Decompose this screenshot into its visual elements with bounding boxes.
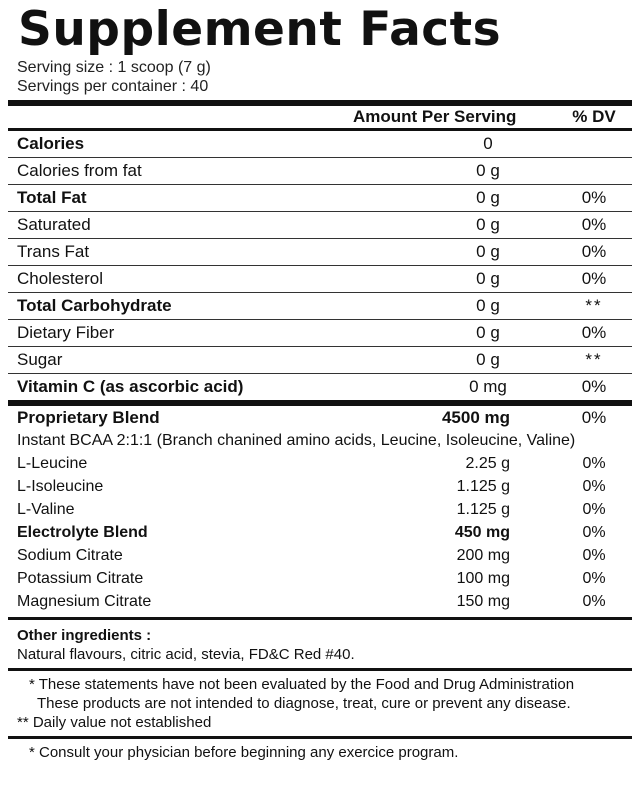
blend-item-amount: 100 mg [456, 570, 510, 587]
nutrient-row [8, 320, 632, 346]
nutrient-name: Cholesterol [17, 269, 103, 288]
nutrient-amount: 0 g [476, 296, 500, 315]
nutrient-dv: 0% [581, 242, 607, 261]
blend-item-dv: 0% [582, 501, 606, 518]
supplement-facts-label [8, 4, 632, 766]
nutrient-dv: 0% [581, 269, 607, 288]
blend-item-amount: 2.25 g [465, 455, 510, 472]
column-header [8, 106, 632, 128]
nutrient-dv: 0% [581, 215, 607, 234]
proprietary-blend-row [8, 406, 632, 430]
blend-item-name: Potassium Citrate [17, 570, 144, 587]
blend-dv: 0% [582, 524, 606, 541]
nutrient-amount: 0 g [476, 215, 500, 234]
blend-amount: 450 mg [454, 524, 510, 541]
blend-item-dv: 0% [582, 570, 606, 587]
nutrient-amount: 0 g [476, 161, 500, 180]
nutrient-dv: ** [585, 296, 603, 315]
nutrient-name: Saturated [17, 215, 91, 234]
nutrient-name: Calories from fat [17, 161, 142, 180]
blend-item [8, 590, 632, 613]
fda-disclaimer: * These statements have not been evaluated by the Food and Drug Administration [29, 676, 575, 693]
nutrient-row [8, 131, 632, 157]
blend-item-dv: 0% [582, 547, 606, 564]
nutrient-row [8, 347, 632, 373]
daily-value-note: ** Daily value not established [17, 714, 212, 731]
nutrient-row [8, 239, 632, 265]
nutrient-row [8, 185, 632, 211]
nutrient-row [8, 266, 632, 292]
blend-amount: 4500 mg [441, 408, 510, 427]
amount-per-serving-header: Amount Per Serving [353, 107, 517, 126]
nutrient-name: Sugar [17, 350, 63, 369]
nutrient-name: Total Fat [17, 188, 87, 207]
blend-item-dv: 0% [582, 455, 606, 472]
nutrient-dv: 0% [581, 377, 607, 396]
blend-name: Proprietary Blend [17, 408, 160, 427]
nutrient-dv: 0% [581, 323, 607, 342]
blend-item [8, 452, 632, 475]
serving-size: Serving size : 1 scoop (7 g) [17, 59, 211, 76]
nutrient-amount: 0 [483, 134, 493, 153]
blend-item-dv: 0% [582, 478, 606, 495]
label-title: Supplement Facts [18, 2, 502, 57]
dv-header: % DV [572, 107, 616, 126]
blend-item-amount: 150 mg [456, 593, 510, 610]
nutrient-name: Total Carbohydrate [17, 296, 172, 315]
physician-note-box [8, 739, 632, 766]
blend-item [8, 498, 632, 521]
other-ingredients-text: Natural flavours, citric acid, stevia, FD&C Red #40. [17, 646, 355, 663]
blend-description: Instant BCAA 2:1:1 (Branch chanined amino acids, Leucine, Isoleucine, Valine) [17, 432, 576, 449]
nutrient-amount: 0 g [476, 350, 500, 369]
nutrient-name: Vitamin C (as ascorbic acid) [17, 377, 244, 396]
nutrient-name: Trans Fat [17, 242, 90, 261]
blend-item [8, 475, 632, 498]
electrolyte-blend-row [8, 521, 632, 544]
nutrient-amount: 0 g [476, 242, 500, 261]
blend-dv: 0% [581, 408, 607, 427]
servings-per-container: Servings per container : 40 [17, 78, 209, 95]
nutrient-name: Calories [17, 134, 85, 153]
other-ingredients-heading: Other ingredients : [17, 627, 152, 644]
nutrient-amount: 0 g [476, 188, 500, 207]
blend-item-amount: 1.125 g [456, 501, 510, 518]
nutrient-row [8, 374, 632, 400]
intended-use-disclaimer: These products are not intended to diagnose, treat, cure or prevent any disease. [37, 695, 571, 712]
physician-note: * Consult your physician before beginning any exercice program. [29, 744, 459, 761]
nutrient-row [8, 212, 632, 238]
nutrient-amount: 0 g [476, 323, 500, 342]
nutrient-row [8, 293, 632, 319]
nutrient-dv: 0% [581, 188, 607, 207]
blend-name: Electrolyte Blend [17, 524, 148, 541]
nutrient-amount: 0 g [476, 269, 500, 288]
nutrient-name: Dietary Fiber [17, 323, 115, 342]
blend-item-dv: 0% [582, 593, 606, 610]
blend-item-name: Magnesium Citrate [17, 593, 152, 610]
other-ingredients [8, 620, 632, 668]
nutrient-row [8, 158, 632, 184]
blend-item [8, 567, 632, 590]
blend-item-amount: 200 mg [456, 547, 510, 564]
blend-item-name: L-Isoleucine [17, 478, 104, 495]
disclaimer-notes [8, 671, 632, 736]
nutrient-amount: 0 mg [469, 377, 507, 396]
blend-item-name: Sodium Citrate [17, 547, 123, 564]
nutrient-dv: ** [585, 350, 603, 369]
blend-item-name: L-Valine [17, 501, 75, 518]
blend-item [8, 544, 632, 567]
blend-item-amount: 1.125 g [456, 478, 510, 495]
blend-item-name: L-Leucine [17, 455, 88, 472]
